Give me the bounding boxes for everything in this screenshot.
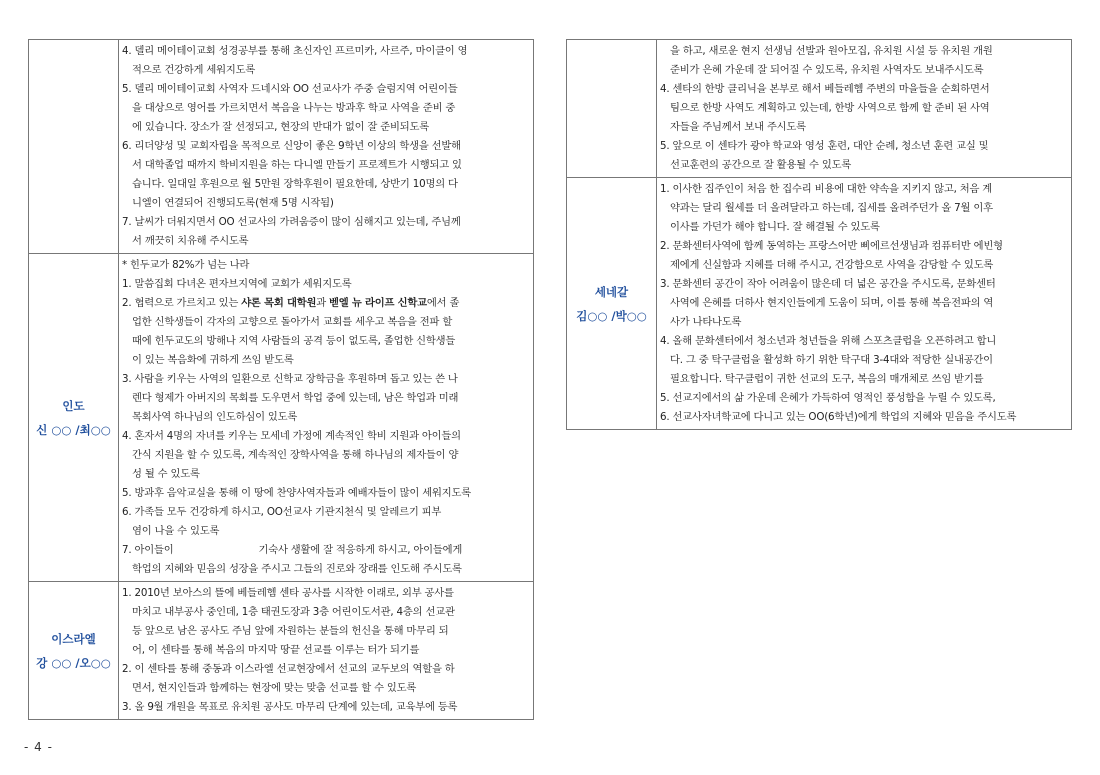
- prayer-line: 1. 이사한 집주인이 처음 한 집수리 비용에 대한 약속을 지키지 않고, 처음 계: [660, 183, 993, 195]
- right-prayer-table: [566, 39, 1072, 430]
- table-row: [567, 178, 1072, 430]
- country-cell-empty: [29, 40, 119, 254]
- seminary-name-bold: 벧엘 뉴 라이프 신학교: [329, 297, 427, 309]
- prayer-line: 5. 앞으로 이 센타가 광야 학교와 영성 훈련, 대안 순례, 청소년 훈련 교실 및: [660, 140, 989, 152]
- prayer-line: 때에 힌두교도의 방해나 지역 사람들의 공격 등이 없도록, 졸업한 신학생들: [132, 335, 456, 347]
- prayer-line: 약과는 달리 월세를 더 올려달라고 하는데, 집세를 올려주던가 올 7월 이후: [670, 202, 993, 214]
- missionary-names: 신 ○○ /최○○: [36, 422, 111, 437]
- prayer-line: 면서, 현지인들과 함께하는 현장에 맞는 맞춤 선교를 할 수 있도록: [132, 682, 417, 694]
- prayer-line: 에 있습니다. 장소가 잘 선정되고, 현장의 반대가 없이 잘 준비되도록: [132, 121, 429, 133]
- prayer-line: 6. 가족들 모두 건강하게 하시고, OO선교사 기관지천식 및 알레르기 피부: [122, 506, 442, 518]
- prayer-line: * 힌두교가 82%가 넘는 나라: [122, 259, 250, 271]
- country-cell-israel: [29, 582, 119, 720]
- prayer-line: 사가 나타나도록: [670, 316, 742, 328]
- prayer-line: [122, 294, 529, 313]
- prayer-line: 자들을 주님께서 보내 주시도록: [670, 121, 806, 133]
- country-cell-empty: [567, 40, 657, 178]
- prayer-line: 사역에 은혜를 더하사 현지인들에게 도움이 되며, 이를 통해 복음전파의 역: [670, 297, 994, 309]
- country-cell-senegal: [567, 178, 657, 430]
- country-name: 세네갈: [594, 284, 629, 299]
- table-row: [29, 40, 534, 254]
- prayer-line: 니엘이 연결되어 진행되도록(현재 5명 시작됨): [132, 197, 334, 209]
- line-text: 2. 협력으로 가르치고 있는: [122, 297, 242, 309]
- prayer-line: 1. 말씀집회 다녀온 편자브지역에 교회가 세워지도록: [122, 278, 352, 290]
- prayer-list-continued: [119, 40, 534, 254]
- prayer-line: 적으로 건강하게 세워지도록: [132, 64, 256, 76]
- prayer-line: 어, 이 센타를 통해 복음의 마지막 땅끝 선교를 이루는 터가 되기를: [132, 644, 420, 656]
- prayer-line: 간식 지원을 할 수 있도록, 계속적인 장학사역을 통해 하나님의 제자들이 양: [132, 449, 459, 461]
- prayer-line: 마치고 내부공사 중인데, 1층 태권도장과 3층 어린이도서관, 4층의 선교관: [132, 606, 455, 618]
- table-row: [29, 254, 534, 582]
- missionary-names: 강 ○○ /오○○: [36, 655, 111, 670]
- prayer-line: 필요합니다. 탁구클럽이 귀한 선교의 도구, 복음의 매개체로 쓰임 받기를: [670, 373, 984, 385]
- prayer-line: 3. 문화센터 공간이 작아 어려움이 많은데 더 넓은 공간을 주시도록, 문화센터: [660, 278, 996, 290]
- prayer-line: 3. 올 9월 개원을 목표로 유치원 공사도 마무리 단계에 있는데, 교육부에 등록: [122, 701, 458, 713]
- left-prayer-table: [28, 39, 534, 720]
- prayer-line: 학업의 지혜와 믿음의 성장을 주시고 그들의 진로와 장래를 인도해 주시도록: [132, 563, 462, 575]
- prayer-line: 을 하고, 새로운 현지 선생님 선발과 원아모집, 유치원 시설 등 유치원 개원: [670, 45, 993, 57]
- prayer-line: 선교훈련의 공간으로 잘 활용될 수 있도록: [670, 159, 852, 171]
- prayer-line: 다. 그 중 탁구클럽을 활성화 하기 위한 탁구대 3-4대와 적당한 실내공간이: [670, 354, 993, 366]
- prayer-line: 6. 선교사자녀학교에 다니고 있는 OO(6학년)에게 학업의 지혜와 믿음을 주시도록: [660, 411, 1017, 423]
- prayer-line: 목회사역 하나님의 인도하심이 있도록: [132, 411, 298, 423]
- prayer-line: 제에게 신실함과 지혜를 더해 주시고, 건강함으로 사역을 감당할 수 있도록: [670, 259, 994, 271]
- prayer-line: 렌다 형제가 아버지의 목회를 도우면서 학업 중에 있는데, 남은 학업과 미래: [132, 392, 459, 404]
- prayer-line: 업한 신학생들이 각자의 고향으로 돌아가서 교회를 세우고 복음을 전파 할: [132, 316, 453, 328]
- prayer-line: 7. 날씨가 더워지면서 OO 선교사의 가려움증이 많이 심해지고 있는데, 주님께: [122, 216, 461, 228]
- prayer-line: [122, 541, 529, 560]
- prayer-line: 5. 델리 메이테이교회 사역자 드네시와 OO 선교사가 주중 슬럼지역 어린이들: [122, 83, 458, 95]
- prayer-line: 4. 센타의 한방 클리닉을 본부로 해서 베들레헴 주변의 마을들을 순회하면서: [660, 83, 990, 95]
- line-text: 7. 아이들이: [122, 544, 174, 556]
- prayer-line: 2. 문화센터사역에 함께 동역하는 프랑스어반 삐에르선생님과 컴퓨터반 에빈형: [660, 240, 1003, 252]
- prayer-line: 3. 사람을 키우는 사역의 일환으로 신학교 장학금을 후원하며 돕고 있는 쓴 나: [122, 373, 458, 385]
- seminary-name-bold: 샤론 목회 대학원: [241, 297, 317, 309]
- prayer-line: 서 깨끗히 치유해 주시도록: [132, 235, 249, 247]
- prayer-line: 서 대학졸업 때까지 학비지원을 하는 다니엘 만들기 프로젝트가 시행되고 있: [132, 159, 462, 171]
- prayer-line: 습니다. 일대일 후원으로 월 5만원 장학후원이 필요한데, 상반기 10명의 다: [132, 178, 458, 190]
- prayer-line: 염이 나을 수 있도록: [132, 525, 220, 537]
- prayer-list-senegal: [657, 178, 1072, 430]
- line-text: 기숙사 생활에 잘 적응하게 하시고, 아이들에게: [258, 544, 463, 556]
- prayer-line: 5. 방과후 음악교실을 통해 이 땅에 찬양사역자들과 예배자들이 많이 세워지도록: [122, 487, 471, 499]
- table-row: [29, 582, 534, 720]
- prayer-line: 1. 2010년 보아스의 뜰에 베들레헴 센타 공사를 시작한 이래로, 외부 공사를: [122, 587, 454, 599]
- country-name: 이스라엘: [51, 631, 96, 646]
- line-text: 과: [316, 297, 330, 309]
- prayer-list-israel-continued: [657, 40, 1072, 178]
- prayer-line: 6. 리더양성 및 교회자립을 목적으로 신앙이 좋은 9학년 이상의 학생을 선발해: [122, 140, 461, 152]
- prayer-line: 성 될 수 있도록: [132, 468, 200, 480]
- prayer-line: 4. 올해 문화센터에서 청소년과 청년들을 위해 스포츠클럽을 오픈하려고 합니: [660, 335, 997, 347]
- prayer-list-india: [119, 254, 534, 582]
- prayer-line: 이사를 가던가 해야 합니다. 잘 해결될 수 있도록: [670, 221, 880, 233]
- prayer-line: 4. 델리 메이테이교회 성경공부를 통해 초신자인 프르미카, 사르주, 마이클이 영: [122, 45, 468, 57]
- missionary-names: 김○○ /박○○: [576, 308, 647, 323]
- prayer-line: 이 있는 복음화에 귀하게 쓰임 받도록: [132, 354, 294, 366]
- country-name: 인도: [62, 398, 85, 413]
- prayer-line: 준비가 은혜 가운데 잘 되어질 수 있도록, 유치원 사역자도 보내주시도록: [670, 64, 984, 76]
- prayer-line: 등 앞으로 남은 공사도 주님 앞에 자원하는 분들의 헌신을 통해 마무리 되: [132, 625, 449, 637]
- country-cell-india: [29, 254, 119, 582]
- table-row: [567, 40, 1072, 178]
- prayer-line: 2. 이 센타를 통해 중동과 이스라엘 선교현장에서 선교의 교두보의 역할을 하: [122, 663, 455, 675]
- prayer-line: 을 대상으로 영어를 가르치면서 복음을 나누는 방과후 학교 사역을 준비 중: [132, 102, 456, 114]
- prayer-line: 5. 선교지에서의 삶 가운데 은혜가 가득하여 영적인 풍성함을 누릴 수 있도록,: [660, 392, 996, 404]
- line-text: 에서 졸: [426, 297, 460, 309]
- page-number: - 4 -: [24, 740, 53, 754]
- prayer-line: 팀으로 한방 사역도 계획하고 있는데, 한방 사역으로 함께 할 준비 된 사역: [670, 102, 990, 114]
- prayer-list-israel: [119, 582, 534, 720]
- prayer-line: 4. 혼자서 4명의 자녀를 키우는 모세네 가정에 계속적인 학비 지원과 아이들의: [122, 430, 461, 442]
